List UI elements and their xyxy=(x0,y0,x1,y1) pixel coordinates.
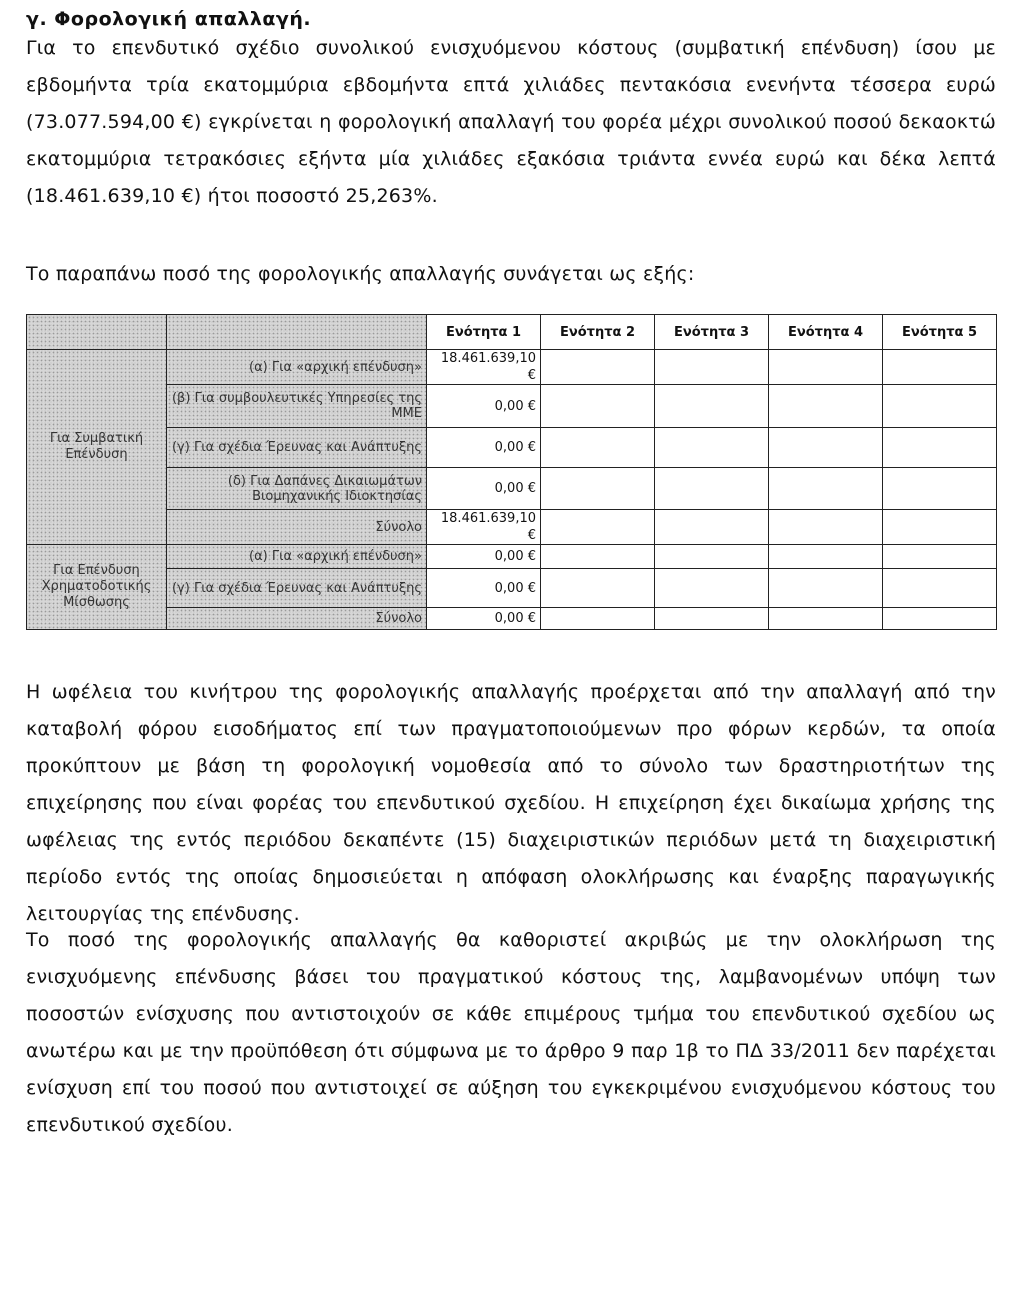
table-row xyxy=(27,385,997,428)
value-cell: 18.461.639,10 € xyxy=(427,510,541,545)
row-label-total: Σύνολο xyxy=(167,510,427,545)
value-cell xyxy=(655,569,769,608)
value-cell: 0,00 € xyxy=(427,569,541,608)
paragraph-table-intro: Το παραπάνω ποσό της φορολογικής απαλλαγής συνάγεται ως εξής: xyxy=(26,263,695,285)
value-cell xyxy=(883,510,997,545)
table-row xyxy=(27,468,997,510)
value-cell xyxy=(883,350,997,385)
header-corner-cell xyxy=(167,315,427,350)
row-label: (γ) Για σχέδια Έρευνας και Ανάπτυξης xyxy=(167,428,427,468)
value-cell xyxy=(655,385,769,428)
value-cell xyxy=(655,608,769,630)
value-cell xyxy=(541,608,655,630)
value-cell xyxy=(769,350,883,385)
table-row xyxy=(27,545,997,569)
value-cell xyxy=(655,510,769,545)
value-cell xyxy=(769,385,883,428)
value-cell xyxy=(655,545,769,569)
value-cell xyxy=(769,468,883,510)
table-row xyxy=(27,350,997,385)
value-cell xyxy=(769,510,883,545)
value-cell xyxy=(541,545,655,569)
value-cell xyxy=(655,350,769,385)
table-row-total xyxy=(27,608,997,630)
table-row xyxy=(27,428,997,468)
value-cell: 0,00 € xyxy=(427,545,541,569)
paragraph-final-amount: Το ποσό της φορολογικής απαλλαγής θα καθοριστεί ακριβώς με την ολοκλήρωση της ενισχυόμενης επένδυσης βάσει του πραγματικού κόστους της, λαμβανομένων υπόψη των ποσοστών ενίσχυσης που αντιστοιχούν σε κάθε επιμέρους τμήμα του επενδυτικού σχεδίου ως ανωτέρω και με την προϋπόθεση ότι σύμφωνα με το άρθρο 9 παρ 1β το ΠΔ 33/2011 δεν παρέχεται ενίσχυση επί του ποσού που αντιστοιχεί σε αύξηση του εγκεκριμένου ενισχυόμενου κόστους του επενδυτικού σχεδίου. xyxy=(26,929,996,1136)
value-cell xyxy=(541,428,655,468)
value-cell: 18.461.639,10 € xyxy=(427,350,541,385)
row-label: (α) Για «αρχική επένδυση» xyxy=(167,350,427,385)
column-header: Ενότητα 1 xyxy=(427,315,541,350)
tax-exemption-table xyxy=(26,314,997,630)
value-cell xyxy=(769,428,883,468)
header-corner-cell xyxy=(27,315,167,350)
row-label: (α) Για «αρχική επένδυση» xyxy=(167,545,427,569)
value-cell xyxy=(655,468,769,510)
value-cell xyxy=(883,569,997,608)
column-header: Ενότητα 2 xyxy=(541,315,655,350)
value-cell xyxy=(541,510,655,545)
value-cell: 0,00 € xyxy=(427,385,541,428)
row-label-total: Σύνολο xyxy=(167,608,427,630)
value-cell xyxy=(541,468,655,510)
group-label-leasing: Για Επένδυση Χρηματοδοτικής Μίσθωσης xyxy=(27,545,167,630)
table-row-total xyxy=(27,510,997,545)
value-cell xyxy=(883,608,997,630)
value-cell xyxy=(769,569,883,608)
paragraph-approval: Για το επενδυτικό σχέδιο συνολικού ενισχυόμενου κόστους (συμβατική επένδυση) ίσου με εβδομήντα τρία εκατομμύρια εβδομήντα επτά χιλιάδες πεντακόσια ενενήντα τέσσερα ευρώ (73.077.594,00 €) εγκρίνεται η φορολογική απαλλαγή του φορέα μέχρι συνολικού ποσού δεκαοκτώ εκατομμύρια τετρακόσιες εξήντα μία χιλιάδες εξακόσια τριάντα εννέα ευρώ και δέκα λεπτά (18.461.639,10 €) ήτοι ποσοστό 25,263%. xyxy=(26,37,996,207)
value-cell: 0,00 € xyxy=(427,468,541,510)
value-cell: 0,00 € xyxy=(427,608,541,630)
value-cell xyxy=(769,608,883,630)
group-label-conventional: Για Συμβατική Επένδυση xyxy=(27,350,167,545)
value-cell xyxy=(883,428,997,468)
section-heading: γ. Φορολογική απαλλαγή. xyxy=(26,8,312,30)
paragraph-benefit: Η ωφέλεια του κινήτρου της φορολογικής απαλλαγής προέρχεται από την απαλλαγή από την καταβολή φόρου εισοδήματος επί των πραγματοποιούμενων προ φόρων κερδών, τα οποία προκύπτουν με βάση τη φορολογική νομοθεσία από το σύνολο των δραστηριοτήτων της επιχείρησης που είναι φορέας του επενδυτικού σχεδίου. Η επιχείρηση έχει δικαίωμα χρήσης της ωφέλειας της εντός περιόδου δεκαπέντε (15) διαχειριστικών περιόδων μετά τη διαχειριστική περίοδο εντός της οποίας δημοσιεύεται η απόφαση ολοκλήρωσης και έναρξης παραγωγικής λειτουργίας της επένδυσης. xyxy=(26,681,996,925)
column-header: Ενότητα 5 xyxy=(883,315,997,350)
value-cell xyxy=(655,428,769,468)
value-cell xyxy=(883,545,997,569)
value-cell xyxy=(769,545,883,569)
value-cell xyxy=(541,350,655,385)
value-cell xyxy=(883,468,997,510)
value-cell xyxy=(541,385,655,428)
table-header-row xyxy=(27,315,997,350)
row-label: (β) Για συμβουλευτικές Υπηρεσίες της ΜΜΕ xyxy=(167,385,427,428)
column-header: Ενότητα 4 xyxy=(769,315,883,350)
table-row xyxy=(27,569,997,608)
value-cell: 0,00 € xyxy=(427,428,541,468)
value-cell xyxy=(883,385,997,428)
column-header: Ενότητα 3 xyxy=(655,315,769,350)
row-label: (γ) Για σχέδια Έρευνας και Ανάπτυξης xyxy=(167,569,427,608)
row-label: (δ) Για Δαπάνες Δικαιωμάτων Βιομηχανικής Ιδιοκτησίας xyxy=(167,468,427,510)
value-cell xyxy=(541,569,655,608)
